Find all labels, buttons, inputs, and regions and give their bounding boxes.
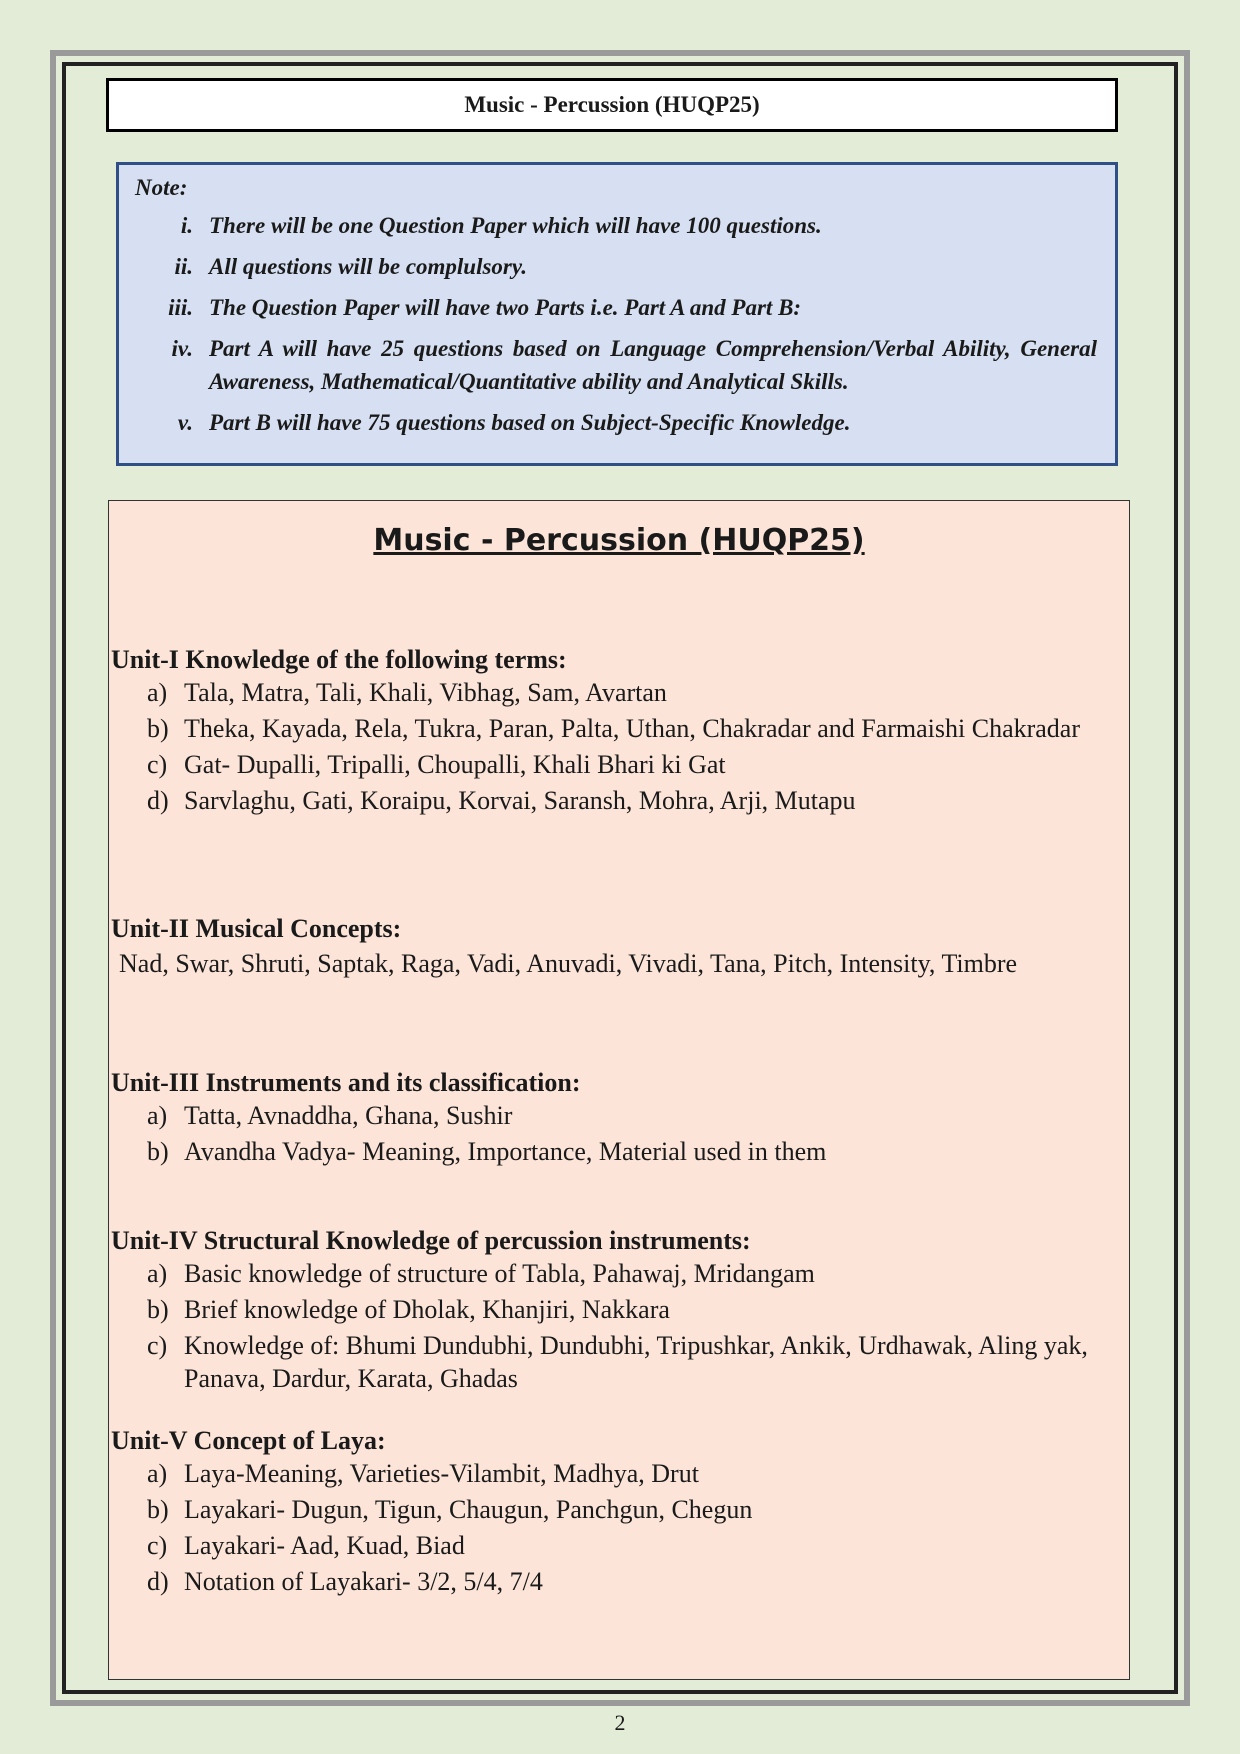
list-item <box>147 712 1109 745</box>
note-item-number: i. <box>180 213 193 238</box>
note-item-number: ii. <box>174 254 193 279</box>
note-heading: Note: <box>135 175 188 200</box>
note-item <box>135 332 1097 398</box>
list-item-text: Avandha Vadya- Meaning, Importance, Material used in them <box>184 1137 827 1166</box>
unit-item-list <box>111 676 1109 817</box>
unit-item-list <box>111 1457 1109 1598</box>
list-item-marker: c) <box>147 1531 168 1560</box>
list-item-marker: b) <box>147 1495 169 1524</box>
syllabus-box <box>108 500 1130 1680</box>
note-item-number: iv. <box>171 336 193 361</box>
list-item-marker: c) <box>147 1331 168 1360</box>
note-item <box>135 291 1097 324</box>
unit-item-list <box>111 1099 1109 1168</box>
list-item <box>147 676 1109 709</box>
list-item <box>147 1135 1109 1168</box>
list-item-marker: a) <box>147 1259 168 1288</box>
list-item-marker: d) <box>147 786 169 815</box>
unit-item-list <box>111 1257 1109 1395</box>
list-item <box>147 1099 1109 1132</box>
list-item-text: Tatta, Avnaddha, Ghana, Sushir <box>184 1101 513 1130</box>
note-item-number: v. <box>177 410 193 435</box>
list-item-text: Laya-Meaning, Varieties-Vilambit, Madhya, Drut <box>184 1459 699 1488</box>
list-item <box>147 784 1109 817</box>
list-item <box>147 1529 1109 1562</box>
list-item-marker: d) <box>147 1567 169 1596</box>
list-item-marker: a) <box>147 1459 168 1488</box>
list-item-marker: a) <box>147 678 168 707</box>
unit-heading: Unit-V Concept of Laya: <box>111 1426 386 1455</box>
list-item-text: Layakari- Aad, Kuad, Biad <box>184 1531 465 1560</box>
header-title-box <box>106 78 1118 132</box>
note-item-text: There will be one Question Paper which will have 100 questions. <box>209 213 822 238</box>
note-box <box>116 162 1118 466</box>
unit-paragraph: Nad, Swar, Shruti, Saptak, Raga, Vadi, Anuvadi, Vivadi, Tana, Pitch, Intensity, Timbre <box>119 949 1018 978</box>
list-item-text: Theka, Kayada, Rela, Tukra, Paran, Palta, Uthan, Chakradar and Farmaishi Chakradar <box>184 714 1081 743</box>
list-item-marker: b) <box>147 714 169 743</box>
note-item-text: All questions will be complulsory. <box>209 254 527 279</box>
list-item <box>147 1293 1109 1326</box>
list-item-marker: c) <box>147 750 168 779</box>
list-item <box>147 1565 1109 1598</box>
list-item <box>147 1329 1109 1395</box>
unit-4 <box>111 1225 1109 1398</box>
list-item-text: Sarvlaghu, Gati, Koraipu, Korvai, Saransh, Mohra, Arji, Mutapu <box>184 786 856 815</box>
unit-heading: Unit-IV Structural Knowledge of percussion instruments: <box>111 1226 751 1255</box>
unit-5 <box>111 1425 1109 1601</box>
note-item-text: The Question Paper will have two Parts i.e. Part A and Part B: <box>209 295 802 320</box>
note-item-text: Part A will have 25 questions based on Language Comprehension/Verbal Ability, General Awareness, Mathematical/Quantitative ability and Analytical Skills. <box>209 336 1097 394</box>
list-item-marker: b) <box>147 1295 169 1324</box>
list-item-text: Gat- Dupalli, Tripalli, Choupalli, Khali Bhari ki Gat <box>184 750 726 779</box>
list-item-text: Basic knowledge of structure of Tabla, Pahawaj, Mridangam <box>184 1259 815 1288</box>
list-item-text: Tala, Matra, Tali, Khali, Vibhag, Sam, Avartan <box>184 678 667 707</box>
unit-heading: Unit-III Instruments and its classification: <box>111 1068 581 1097</box>
note-item-text: Part B will have 75 questions based on Subject-Specific Knowledge. <box>209 410 851 435</box>
list-item-text: Notation of Layakari- 3/2, 5/4, 7/4 <box>184 1567 543 1596</box>
syllabus-title: Music - Percussion (HUQP25) <box>373 523 865 558</box>
list-item-text: Knowledge of: Bhumi Dundubhi, Dundubhi, Tripushkar, Ankik, Urdhawak, Aling yak, Panava, Dardur, Karata, Ghadas <box>184 1331 1088 1393</box>
list-item-marker: b) <box>147 1137 169 1166</box>
page-number: 2 <box>614 1710 626 1735</box>
list-item <box>147 1493 1109 1526</box>
note-item-number: iii. <box>168 295 193 320</box>
note-item <box>135 250 1097 283</box>
unit-heading: Unit-I Knowledge of the following terms: <box>111 645 567 674</box>
list-item <box>147 1457 1109 1490</box>
note-item <box>135 406 1097 439</box>
unit-2 <box>111 913 1109 980</box>
list-item <box>147 748 1109 781</box>
unit-1 <box>111 644 1109 820</box>
list-item-text: Brief knowledge of Dholak, Khanjiri, Nakkara <box>184 1295 670 1324</box>
list-item-marker: a) <box>147 1101 168 1130</box>
unit-3 <box>111 1067 1109 1171</box>
header-title: Music - Percussion (HUQP25) <box>464 92 760 117</box>
list-item <box>147 1257 1109 1290</box>
unit-heading: Unit-II Musical Concepts: <box>111 914 402 943</box>
list-item-text: Layakari- Dugun, Tigun, Chaugun, Panchgun, Chegun <box>184 1495 753 1524</box>
note-item <box>135 209 1097 242</box>
